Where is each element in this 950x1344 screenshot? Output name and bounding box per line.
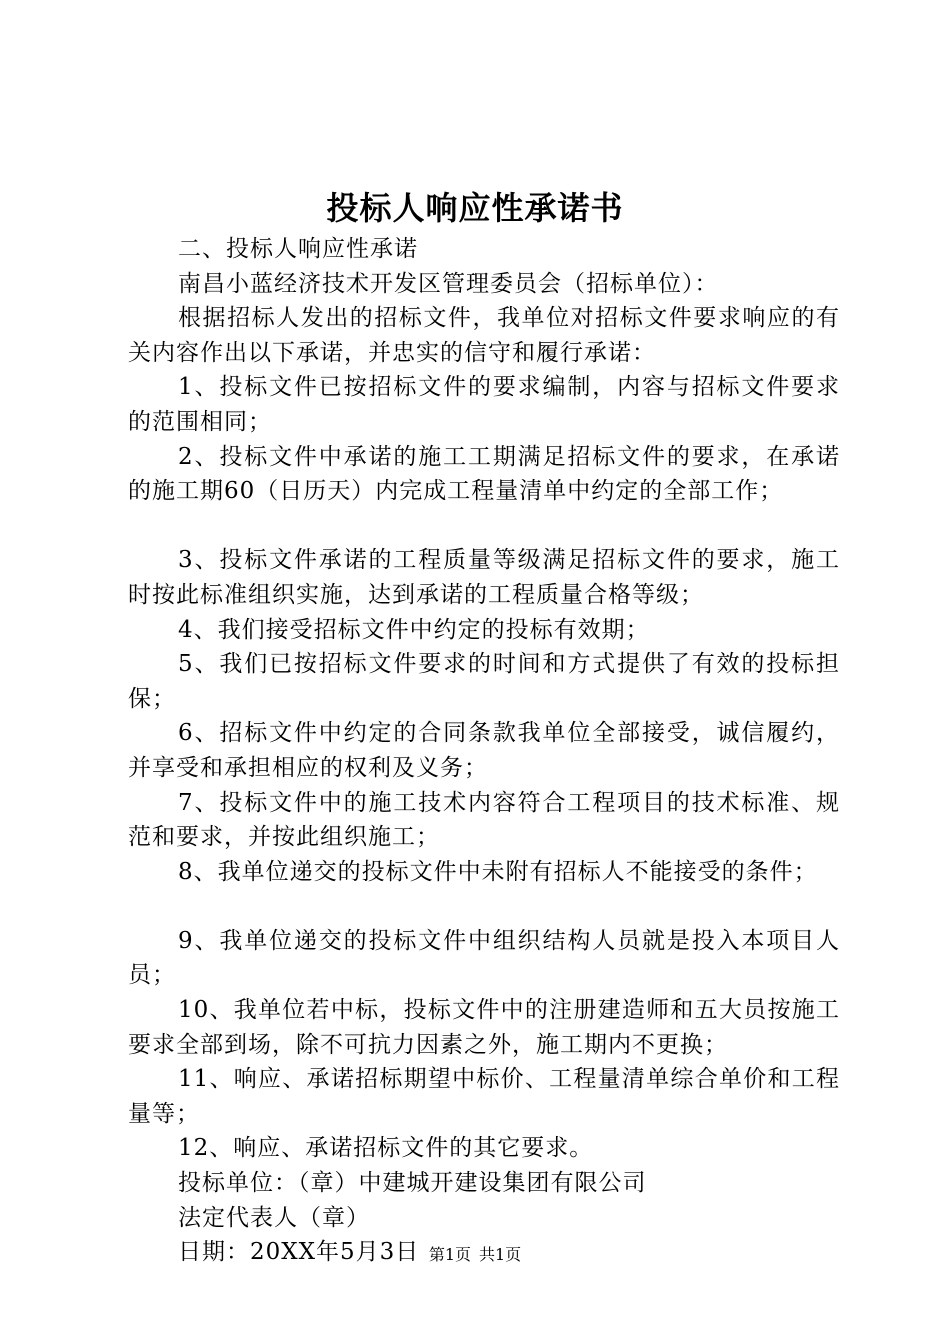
document-body — [128, 232, 840, 1270]
legal-representative: 法定代表人（章） — [178, 1204, 370, 1231]
signature-date: 日期：20XX年5月3日 — [178, 1239, 420, 1266]
commitment-item-2: 2、投标文件中承诺的施工工期满足招标文件的要求，在承诺的施工期60（日历天）内完成工程量清单中约定的全部工作； — [128, 443, 840, 505]
page-number: 第1页 — [428, 1245, 471, 1264]
commitment-item-9: 9、我单位递交的投标文件中组织结构人员就是投入本项目人员； — [128, 927, 840, 989]
page-total: 共1页 — [479, 1245, 522, 1264]
commitment-item-11: 11、响应、承诺招标期望中标价、工程量清单综合单价和工程量等； — [128, 1066, 840, 1127]
commitment-item-7: 7、投标文件中的施工技术内容符合工程项目的技术标准、规范和要求，并按此组织施工； — [128, 789, 840, 851]
page-footer — [0, 1244, 950, 1266]
document-title: 投标人响应性承诺书 — [326, 189, 624, 227]
intro-paragraph: 根据招标人发出的招标文件，我单位对招标文件要求响应的有关内容作出以下承诺，并忠实的信守和履行承诺： — [128, 305, 840, 366]
commitment-item-6: 6、招标文件中约定的合同条款我单位全部接受，诚信履约，并享受和承担相应的权利及义务； — [128, 720, 840, 781]
section-heading: 二、投标人响应性承诺 — [178, 236, 418, 262]
commitment-item-10: 10、我单位若中标，投标文件中的注册建造师和五大员按施工要求全部到场，除不可抗力因素之外，施工期内不更换； — [128, 997, 840, 1058]
addressee: 南昌小蓝经济技术开发区管理委员会（招标单位）： — [178, 270, 719, 297]
commitment-item-5: 5、我们已按招标文件要求的时间和方式提供了有效的投标担保； — [128, 651, 840, 712]
commitment-item-12: 12、响应、承诺招标文件的其它要求。 — [178, 1135, 594, 1162]
commitment-item-3: 3、投标文件承诺的工程质量等级满足招标文件的要求，施工时按此标准组织实施，达到承诺的工程质量合格等级； — [128, 547, 840, 608]
commitment-item-4: 4、我们接受招标文件中约定的投标有效期； — [178, 616, 650, 643]
bidder-signature: 投标单位：（章）中建城开建设集团有限公司 — [178, 1170, 647, 1197]
commitment-item-8: 8、我单位递交的投标文件中未附有招标人不能接受的条件； — [178, 858, 818, 885]
commitment-item-1: 1、投标文件已按招标文件的要求编制，内容与招标文件要求的范围相同； — [128, 374, 840, 435]
